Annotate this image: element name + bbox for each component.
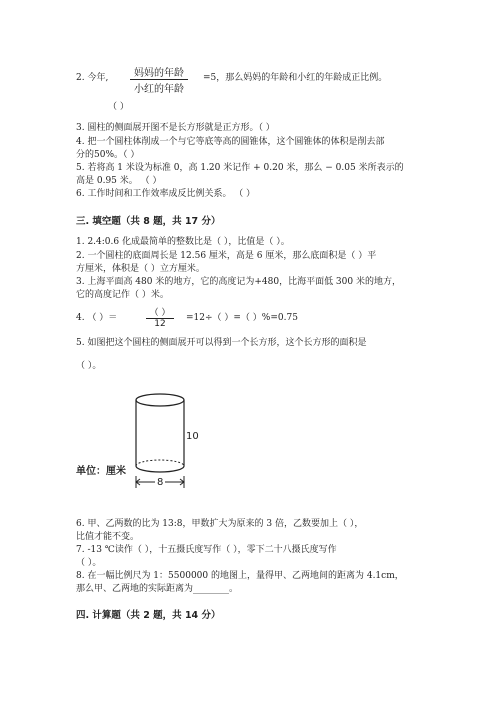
s3-q3-line2: 它的高度记作（ ）米。 bbox=[76, 290, 169, 300]
s3-q2-line2: 方厘米，体积是（ ）立方厘米。 bbox=[76, 264, 205, 274]
q2-answer-blank[interactable]: （ ） bbox=[108, 102, 129, 112]
s3-q4-part2: =12÷（ ）=（ ）%=0.75 bbox=[186, 313, 298, 323]
s3-q8-line2: 那么甲、乙两地的实际距离为________。 bbox=[76, 584, 239, 594]
q5-line1: 5. 若将高 1 米设为标准 0，高 1.20 米记作 + 0.20 米，那么 − 0.05 米所表示的 bbox=[76, 163, 404, 173]
s3-q7-line2: （ ）。 bbox=[76, 558, 102, 568]
q3-text: 3. 圆柱的侧面展开图不是长方形就是正方形。（ ） bbox=[76, 123, 275, 133]
s3-q6-line2: 比值才能不变。 bbox=[76, 532, 140, 542]
q2-suffix: =5，那么妈妈的年龄和小红的年龄成正比例。 bbox=[203, 73, 388, 83]
s3-q4-frac-numerator[interactable]: （ ） bbox=[149, 308, 171, 318]
q6-text: 6. 工作时间和工作效率成反比例关系。 （ ） bbox=[76, 189, 256, 199]
cylinder-height-label: 10 bbox=[186, 431, 199, 442]
s3-q6-line1: 6. 甲、乙两数的比为 13:8，甲数扩大为原来的 3 倍，乙数要加上（ ）， bbox=[76, 519, 364, 529]
s3-q2-line1: 2. 一个圆柱的底面周长是 12.56 厘米，高是 6 厘米，那么底面积是（ ）平 bbox=[76, 251, 377, 261]
q2-fraction-denominator: 小红的年龄 bbox=[130, 79, 188, 95]
q5-line2: 高是 0.95 米。 （ ） bbox=[76, 176, 162, 186]
q2-fraction-numerator: 妈妈的年龄 bbox=[134, 68, 184, 79]
s3-q4-part1: 4. （ ）＝ bbox=[76, 313, 118, 323]
s3-q4-fraction bbox=[146, 305, 174, 329]
cylinder-diameter-label: 8 bbox=[157, 477, 164, 488]
q4-line2: 分的50%。（ ） bbox=[76, 150, 140, 160]
q2-fraction bbox=[130, 64, 188, 95]
section4-title: 四. 计算题（共 2 题，共 14 分） bbox=[76, 610, 221, 621]
s3-q4-frac-denominator: 12 bbox=[146, 318, 174, 329]
q2-prefix: 2. 今年, bbox=[76, 73, 109, 83]
s3-q7-line1: 7. -13 ℃读作（ ），十五摄氏度写作（ ），零下二十八摄氏度写作 bbox=[76, 545, 337, 555]
s3-q3-line1: 3. 上海平面高 480 米的地方，它的高度记为+480，比海平面低 300 米的地方， bbox=[76, 277, 401, 287]
s3-q8-line1: 8. 在一幅比例尺为 1：5500000 的地图上，量得甲、乙两地间的距离为 4.1cm， bbox=[76, 571, 404, 581]
unit-label: 单位：厘米 bbox=[76, 466, 126, 477]
section3-title: 三. 填空题（共 8 题，共 17 分） bbox=[76, 216, 221, 227]
s3-q5-line1: 5. 如图把这个圆柱的侧面展开可以得到一个长方形，这个长方形的面积是 bbox=[76, 338, 367, 348]
q4-line1: 4. 把一个圆柱体削成一个与它等底等高的圆锥体，这个圆锥体的体积是削去部 bbox=[76, 137, 385, 147]
s3-q1: 1. 2.4:0.6 化成最简单的整数比是（ ），比值是（ ）。 bbox=[76, 237, 290, 247]
s3-q5-line2: （ ）。 bbox=[76, 361, 102, 371]
